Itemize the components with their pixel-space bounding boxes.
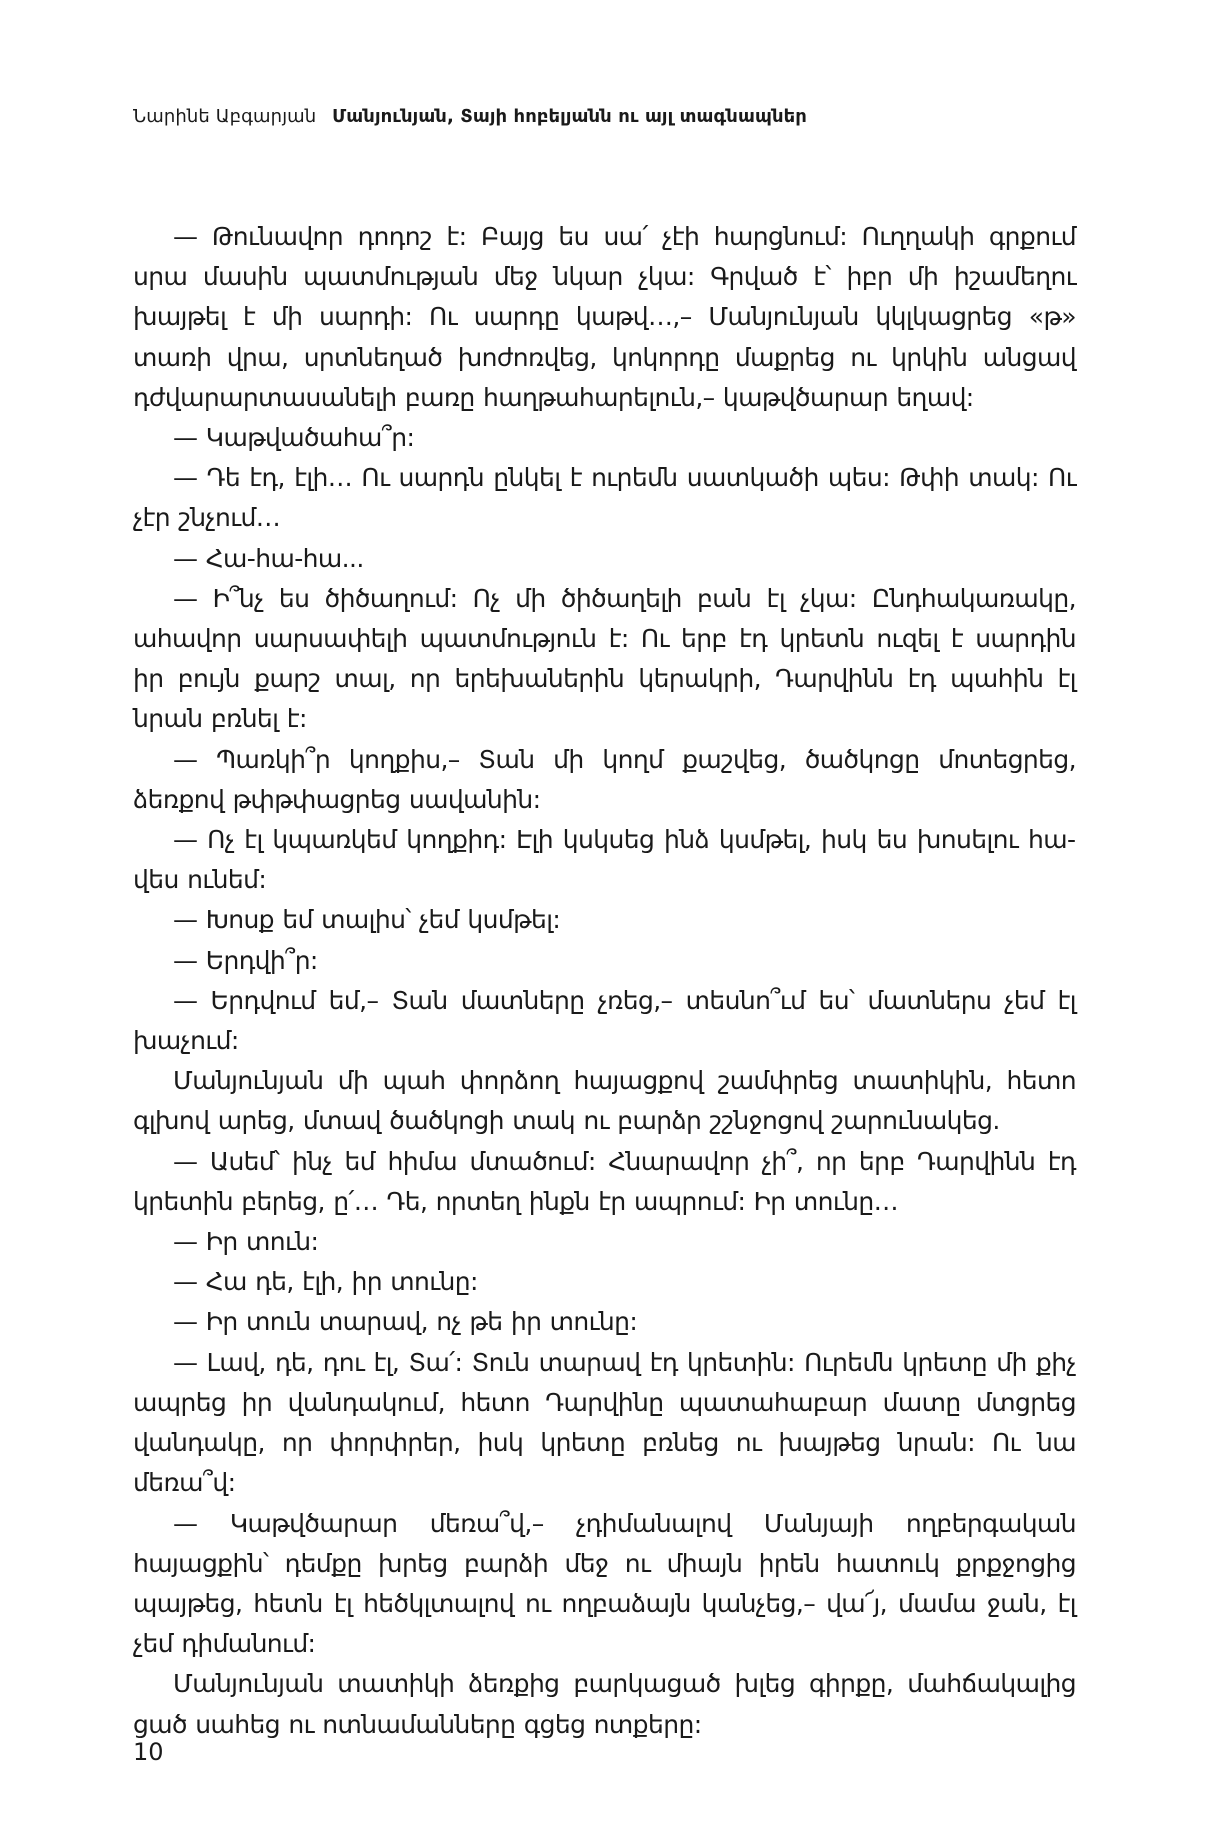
header-author: Նարինե Աբգարյան [133,106,317,127]
paragraph: — Թունավոր դոդոշ է: Բայց ես սա՛ չէի հարցնում: Ուղղակի գրքում սրա մասին պատմության մեջ նկար չկա: Գրված է՝ իբր մի իշամեղու խայթել է մի սարդի: Ու սարդը կաթվ…,– Մանյունյան կկլկացրեց «թ» տառի վրա, սրտնեղած խոժոռվեց, կոկորդը մաքրեց ու կրկին անցավ դժվարարտասանելի բառը հաղթահարելուն,– կաթվծարար եղավ: [133,222,1076,412]
paragraph: Մանյունյան մի պահ փորձող հայացքով շամփրեց տատիկին, հետո գլխով արեց, մտավ ծածկոցի տակ ու բարձր շշնջոցով շարունակեց. [133,1066,1076,1136]
paragraph: — Կաթվածահա՞ր: [173,423,415,453]
page-number: 10 [133,1738,164,1766]
paragraph: — Լավ, դե, դու էլ, Տա՛: Տուն տարավ էդ կրետին: Ուրեմն կրետը մի քիչ ապրեց իր վանդակում, հետո Դարվինը պատահաբար մատը մտցրեց վանդակը, որ փորփրեր, իսկ կրետը բռնեց ու խայթեց նրան: Ու նա մեռա՞վ: [133,1347,1076,1498]
paragraph: — Իր տուն տարավ, ոչ թե իր տունը: [173,1307,638,1337]
paragraph: — Դե էդ, էլի… Ու սարդն ընկել է ուրեմն սատկածի պես: Թփի տակ: Ու չէր շնչում… [133,463,1076,533]
running-header [133,106,807,127]
paragraph: — Իր տուն: [173,1227,319,1257]
header-book-title: Մանյունյան, Տայի հոբելյանն ու այլ տագնապներ [332,106,807,127]
paragraph: — Ի՞նչ ես ծիծաղում: Ոչ մի ծիծաղելի բան էլ չկա: Ընդհակառակը, ահավոր սարսափելի պատմություն է: Ու երբ էդ կրետն ուզել է սարդին իր բույն քարշ տալ, որ երեխաներին կերակրի, Դարվինն էդ պահին էլ նրան բռնել է: [133,583,1076,734]
paragraph: — Երդվում եմ,– Տան մատները չռեց,– տեսնո՞ւմ ես՝ մատներս չեմ էլ խաչում: [133,985,1076,1056]
body-text [133,217,1076,1745]
paragraph: — Պառկի՞ր կողքիս,– Տան մի կողմ քաշվեց, ծածկոցը մոտեցրեց, ձեռքով թփթփացրեց սավանին: [133,744,1076,814]
paragraph: — Խոսք եմ տալիս՝ չեմ կսմթել: [173,905,561,935]
paragraph: — Ասեմ՝ ինչ եմ հիմա մտածում: Հնարավոր չի՞, որ երբ Դարվինն էդ կրետին բերեց, ը՛… Դե, որտեղ ինքն էր ապրում: Իր տունը… [133,1146,1076,1216]
paragraph: — Հա-հա-հա... [173,543,364,573]
paragraph: — Կաթվծարար մեռա՞վ,– չդիմանալով Մանյայի ողբերգական հայացքին՝ դեմքը խրեց բարձի մեջ ու միայն իրեն հատուկ քրքջոցից պայթեց, հետն էլ հեծկլտալով ու ողբաձայն կանչեց,– վա՜յ, մամա ջան, էլ չեմ դիմանում: [133,1508,1076,1659]
paragraph: — Ոչ էլ կպառկեմ կողքիդ: Էլի կսկսեց ինձ կսմթել, իսկ ես խոսելու հավես ունեմ: [133,825,1076,895]
paragraph: — Հա դե, էլի, իր տունը: [173,1267,478,1297]
paragraph: Մանյունյան տատիկի ձեռքից բարկացած խլեց գիրքը, մահճակալից ցած սահեց ու ոտնամանները գցեց ոտքերը: [133,1669,1076,1739]
paragraph: — Երդվի՞ր: [173,945,318,975]
